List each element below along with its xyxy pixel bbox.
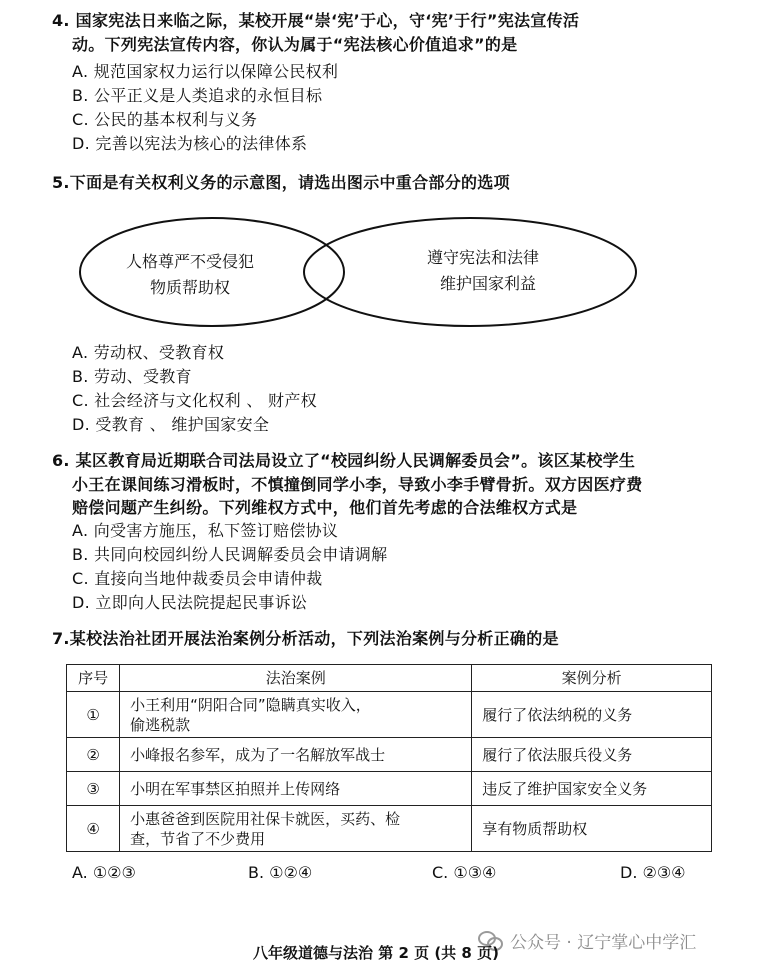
q5-option-b: B. 劳动、受教育: [72, 367, 192, 386]
q7-answer-a: A. ①②③: [72, 863, 136, 882]
row-case-line: 偷逃税款: [130, 715, 191, 734]
q7-answer-c: C. ①③④: [432, 863, 497, 882]
row-case-line: 小王利用“阴阳合同”隐瞒真实收入，: [130, 695, 371, 714]
q7-answer-d: D. ②③④: [620, 863, 686, 882]
row-case: [120, 738, 472, 772]
table-header-row: [67, 665, 712, 692]
venn-diagram: [0, 0, 773, 340]
q4-option-b: B. 公平正义是人类追求的永恒目标: [72, 86, 323, 105]
q4-stem-line2: 动。下列宪法宣传内容，你认为属于“宪法核心价值追求”的是: [72, 35, 518, 54]
watermark: [478, 928, 696, 953]
row-case-line: 查，节省了不少费用: [130, 829, 266, 848]
q6-option-d: D. 立即向人民法院提起民事诉讼: [72, 593, 308, 612]
row-analysis: 享有物质帮助权: [472, 806, 712, 852]
watermark-text: 公众号 · 辽宁掌心中学汇: [510, 933, 697, 953]
row-number: ①: [67, 692, 120, 738]
table-row: [67, 692, 712, 738]
row-analysis: 违反了维护国家安全义务: [472, 772, 712, 806]
q7-stem: 7.某校法治社团开展法治案例分析活动，下列法治案例与分析正确的是: [52, 629, 559, 648]
q6-option-a: A. 向受害方施压，私下签订赔偿协议: [72, 521, 339, 540]
header-analysis: 案例分析: [472, 665, 712, 692]
row-number: ②: [67, 738, 120, 772]
q6-stem-line3: 赔偿问题产生纠纷。下列维权方式中，他们首先考虑的合法维权方式是: [72, 498, 578, 517]
table-row: [67, 738, 712, 772]
row-analysis: 履行了依法服兵役义务: [472, 738, 712, 772]
venn-left-label-2: 物质帮助权: [150, 278, 231, 297]
row-case-line: 小惠爸爸到医院用社保卡就医，买药、检: [130, 809, 401, 828]
q6-option-c: C. 直接向当地仲裁委员会申请仲裁: [72, 569, 323, 588]
q4-stem-line1: 4. 国家宪法日来临之际，某校开展“崇‘宪’于心，守‘宪’于行”宪法宣传活: [52, 11, 580, 30]
header-number: 序号: [67, 665, 120, 692]
q4-option-c: C. 公民的基本权利与义务: [72, 110, 258, 129]
row-number: ④: [67, 806, 120, 852]
venn-right-label-1: 遵守宪法和法律: [427, 248, 540, 267]
q6-option-b: B. 共同向校园纠纷人民调解委员会申请调解: [72, 545, 388, 564]
q6-stem-line2: 小王在课间练习滑板时，不慎撞倒同学小李，导致小李手臂骨折。双方因医疗费: [72, 475, 643, 494]
row-number: ③: [67, 772, 120, 806]
row-case: [120, 772, 472, 806]
row-case: [120, 692, 472, 738]
q6-stem-line1: 6. 某区教育局近期联合司法局设立了“校园纠纷人民调解委员会”。该区某校学生: [52, 451, 636, 470]
row-analysis: 履行了依法纳税的义务: [472, 692, 712, 738]
table-row: [67, 806, 712, 852]
q4-option-a: A. 规范国家权力运行以保障公民权利: [72, 62, 339, 81]
row-case: [120, 806, 472, 852]
case-table: [66, 664, 712, 852]
page-footer: 八年级道德与法治 第 2 页 (共 8 页): [253, 944, 499, 962]
venn-right-label-2: 维护国家利益: [440, 274, 537, 293]
row-case-line: 小明在军事禁区拍照并上传网络: [130, 779, 341, 798]
q5-option-a: A. 劳动权、受教育权: [72, 343, 225, 362]
q5-stem: 5.下面是有关权利义务的示意图，请选出图示中重合部分的选项: [52, 173, 510, 192]
q5-option-d: D. 受教育 、 维护国家安全: [72, 415, 270, 434]
venn-left-label-1: 人格尊严不受侵犯: [126, 252, 255, 271]
q7-answer-b: B. ①②④: [248, 863, 313, 882]
header-case: 法治案例: [120, 665, 472, 692]
table-row: [67, 772, 712, 806]
row-case-line: 小峰报名参军，成为了一名解放军战士: [130, 745, 386, 764]
q5-option-c: C. 社会经济与文化权利 、 财产权: [72, 391, 317, 410]
q4-option-d: D. 完善以宪法为核心的法律体系: [72, 134, 308, 153]
